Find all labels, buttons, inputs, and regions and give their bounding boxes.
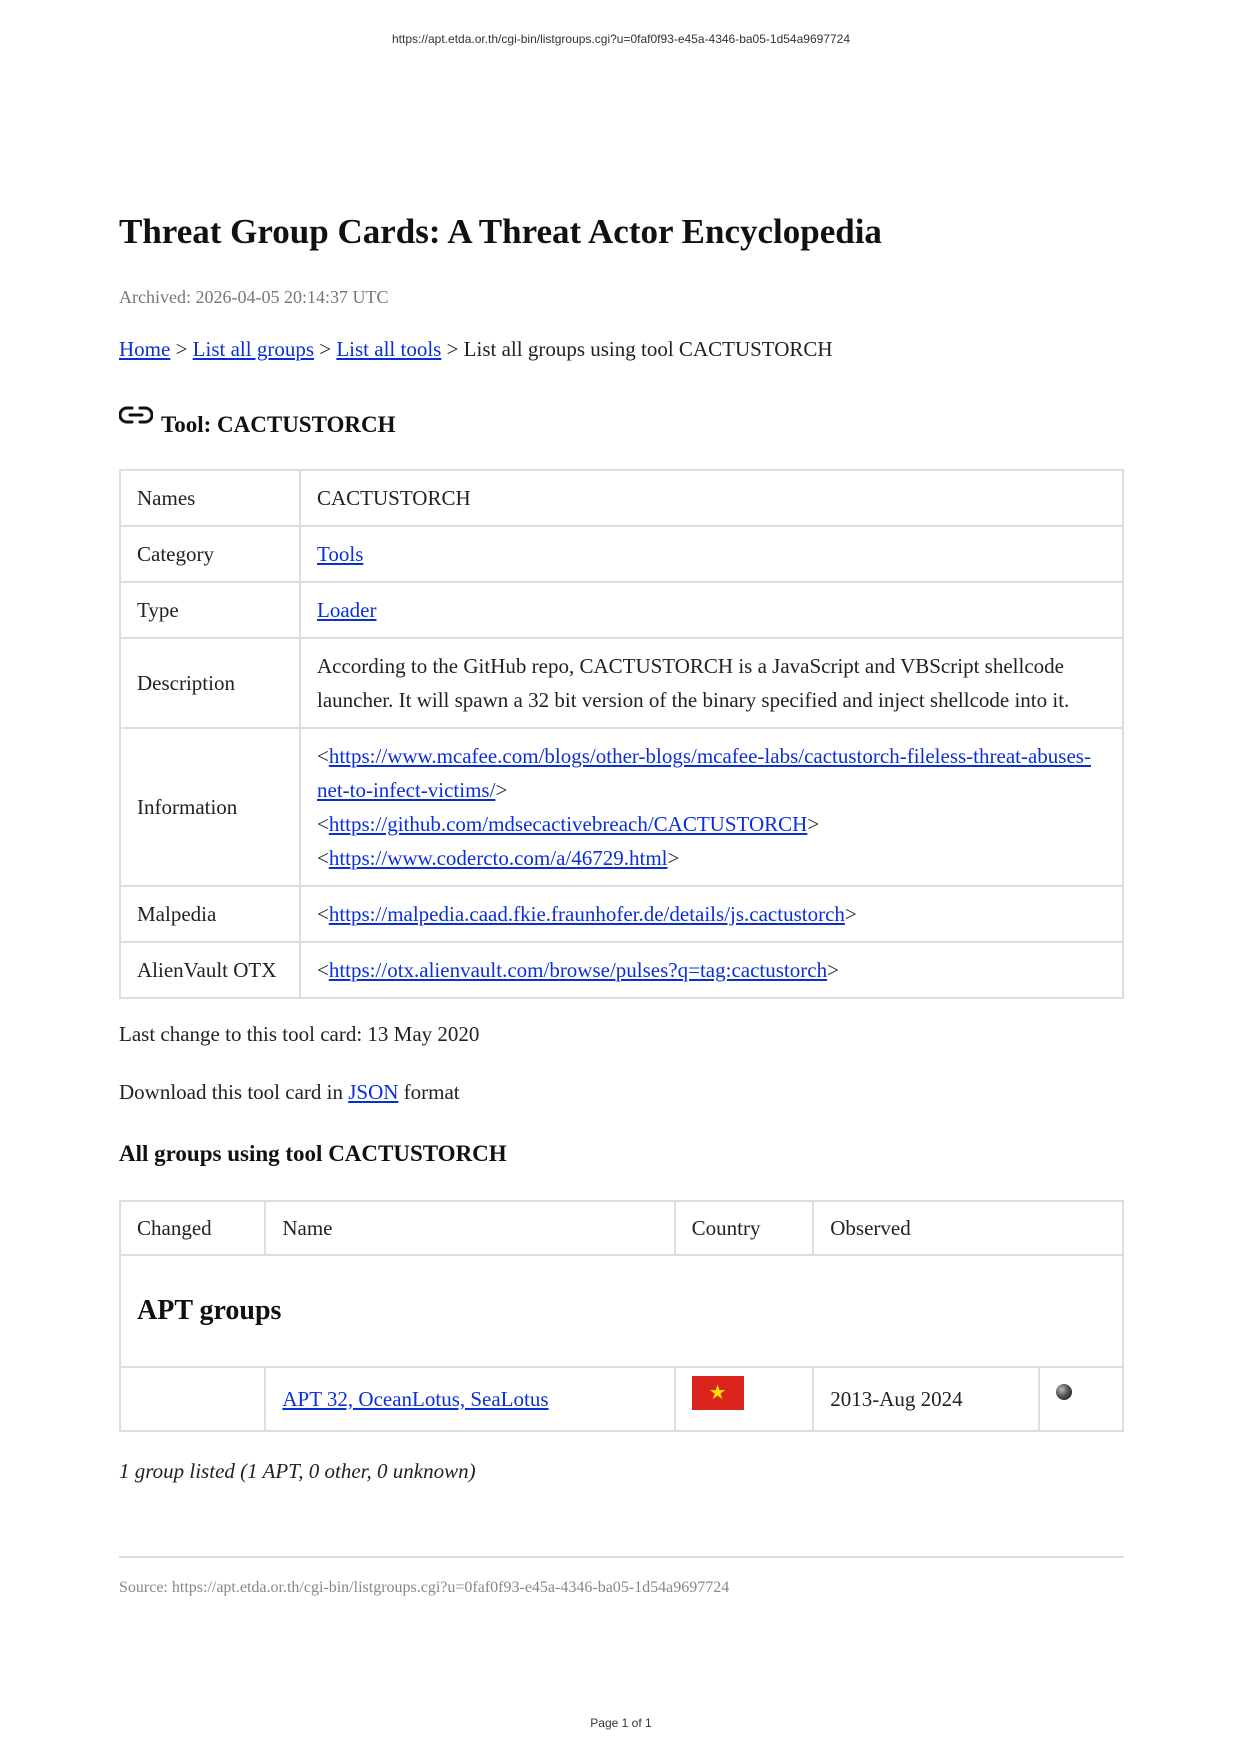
breadcrumb-separator: > [170,337,193,361]
tool-heading [119,404,396,438]
page-title: Threat Group Cards: A Threat Actor Encyclopedia [119,212,882,251]
groups-heading: All groups using tool CACTUSTORCH [119,1141,507,1166]
download-prefix: Download this tool card in [119,1080,349,1104]
page-number: Page 1 of 1 [590,1716,652,1730]
tool-info-table [119,469,1124,999]
alienvault-link[interactable]: https://otx.alienvault.com/browse/pulses?q=tag:cactustorch [328,958,828,982]
table-row [120,886,1123,942]
divider [119,1556,1124,1558]
download-suffix: format [398,1080,460,1104]
name-cell [265,1367,674,1431]
type-cell [300,582,1123,638]
description-value: According to the GitHub repo, CACTUSTORCH is a JavaScript and VBScript shellcode launcher. It will spawn a 32 bit version of the binary specified and inject shellcode into it. [300,638,1123,728]
information-link-line: <https://www.codercto.com/a/46729.html> [317,846,680,870]
information-label: Information [120,728,300,886]
codercto-link[interactable]: https://www.codercto.com/a/46729.html [328,846,668,870]
breadcrumb-separator: > [314,337,337,361]
column-header-observed: Observed [813,1201,1123,1255]
category-cell [300,526,1123,582]
names-value: CACTUSTORCH [300,470,1123,526]
alienvault-cell: <https://otx.alienvault.com/browse/pulses?q=tag:cactustorch> [300,942,1123,998]
groups-table [119,1200,1124,1432]
malpedia-label: Malpedia [120,886,300,942]
link-icon [119,404,161,438]
description-label: Description [120,638,300,728]
table-row [120,942,1123,998]
json-download-link[interactable]: JSON [348,1080,399,1104]
section-row [120,1255,1123,1367]
table-row [120,470,1123,526]
changed-cell [120,1367,265,1431]
tool-heading-text: Tool: CACTUSTORCH [161,412,396,437]
alienvault-label: AlienVault OTX [120,942,300,998]
breadcrumb-list-tools-link[interactable]: List all tools [336,337,442,361]
breadcrumb [119,337,833,362]
print-header-url: https://apt.etda.or.th/cgi-bin/listgroups.cgi?u=0faf0f93-e45a-4346-ba05-1d54a9697724 [391,32,850,46]
information-link-line: <https://github.com/mdsecactivebreach/CACTUSTORCH> [317,812,820,836]
category-label: Category [120,526,300,582]
table-row [120,582,1123,638]
groups-summary: 1 group listed (1 APT, 0 other, 0 unknown) [119,1459,476,1483]
breadcrumb-list-groups-link[interactable]: List all groups [192,337,314,361]
github-link[interactable]: https://github.com/mdsecactivebreach/CACTUSTORCH [328,812,808,836]
observed-cell: 2013-Aug 2024 [813,1367,1039,1431]
column-header-country: Country [675,1201,814,1255]
mcafee-link[interactable]: https://www.mcafee.com/blogs/other-blogs/mcafee-labs/cactustorch-fileless-threat-abuses-net-to-infect-victims/ [317,744,1091,802]
information-link-line: <https://www.mcafee.com/blogs/other-blogs/mcafee-labs/cactustorch-fileless-threat-abuses-net-to-infect-victims/> [317,744,1091,802]
apt-groups-section-title: APT groups [120,1255,1123,1367]
category-link[interactable]: Tools [317,542,364,566]
status-dot-icon [1056,1384,1072,1400]
group-name-link[interactable]: APT 32, OceanLotus, SeaLotus [282,1386,549,1411]
table-row [120,526,1123,582]
country-cell [675,1367,814,1431]
malpedia-cell: <https://malpedia.caad.fkie.fraunhofer.de/details/js.cactustorch> [300,886,1123,942]
status-cell [1039,1367,1123,1431]
vietnam-flag-icon: ★ [692,1376,744,1410]
table-row [120,1367,1123,1431]
column-header-name: Name [265,1201,674,1255]
type-label: Type [120,582,300,638]
table-row [120,638,1123,728]
column-header-changed: Changed [120,1201,265,1255]
malpedia-link[interactable]: https://malpedia.caad.fkie.fraunhofer.de/details/js.cactustorch [328,902,845,926]
breadcrumb-home-link[interactable]: Home [119,337,171,361]
download-line [119,1080,460,1105]
type-link[interactable]: Loader [317,598,377,622]
last-change-text: Last change to this tool card: 13 May 2020 [119,1022,480,1046]
information-cell [300,728,1123,886]
source-url: Source: https://apt.etda.or.th/cgi-bin/listgroups.cgi?u=0faf0f93-e45a-4346-ba05-1d54a9697724 [119,1579,730,1596]
table-row [120,728,1123,886]
names-label: Names [120,470,300,526]
table-header-row [120,1201,1123,1255]
breadcrumb-current: > List all groups using tool CACTUSTORCH [441,337,833,361]
archived-timestamp: Archived: 2026-04-05 20:14:37 UTC [119,287,389,307]
